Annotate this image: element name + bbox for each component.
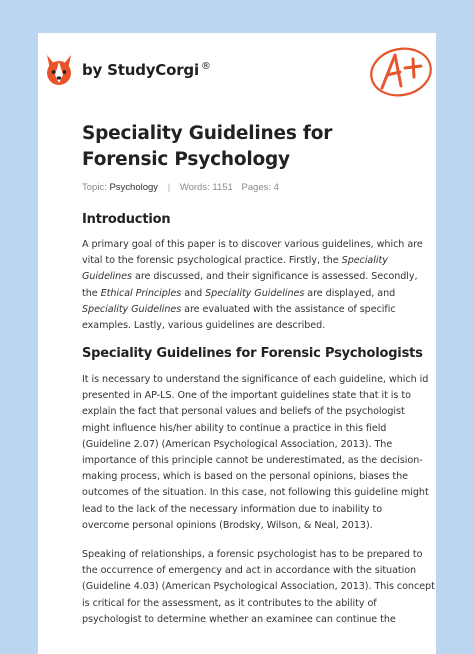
page-count: Pages: 4 (241, 182, 279, 193)
brand-name: by StudyCorgi ® (82, 61, 211, 79)
word-count: Words: 1151 (179, 182, 233, 193)
document-meta (82, 182, 279, 193)
meta-separator: | (167, 182, 171, 193)
intro-heading: Introduction (82, 212, 171, 227)
grade-badge (368, 44, 438, 103)
brand-logo[interactable] (44, 52, 211, 88)
grade-a-plus-icon (368, 44, 438, 98)
speciality-paragraph: It is necessary to understand the significance of each guideline, which id presented in AP-LS. One of the important guidelines state that it is to explain the fact that personal values and beliefs of the psychologist might influence his/her ability to continue a practice in this field (Guideline 2.07) (American Psychological Association, 2013). The importance of this principle cannot be underestimated, as the decision- making process, which is based on the personal opinions, biases the outcomes of the situation. In this case, not following this guideline might lead to the lack of the necessary information due to inability to overcome personal opinions (Brodsky, Wilson, & Neal, 2013). (82, 374, 429, 531)
speciality-heading: Speciality Guidelines for Forensic Psychologists (82, 346, 423, 361)
page-title: Speciality Guidelines for Forensic Psychology (82, 123, 333, 170)
intro-paragraph: A primary goal of this paper is to discover various guidelines, which are vital to the forensic psychological practice. Firstly, the Speciality Guidelines are discussed, and their significance is assessed. Secondly, the Ethical Principles and Speciality Guidelines are displayed, and Speciality Guidelines are evaluated with the assistance of specific examples. Lastly, various guidelines are described. (82, 239, 423, 332)
topic-label: Topic: (82, 182, 107, 193)
topic-link[interactable]: Psychology (109, 182, 159, 193)
corgi-logo-icon (44, 53, 74, 87)
relationships-paragraph: Speaking of relationships, a forensic psychologist has to be prepared to the occurrence of emergency and act in accordance with the situation (Guideline 4.03) (American Psychological Association, 2013). This concept is critical for the assessment, as it contributes to the ability of psychologist to determine whether an examinee can continue the (82, 549, 435, 625)
